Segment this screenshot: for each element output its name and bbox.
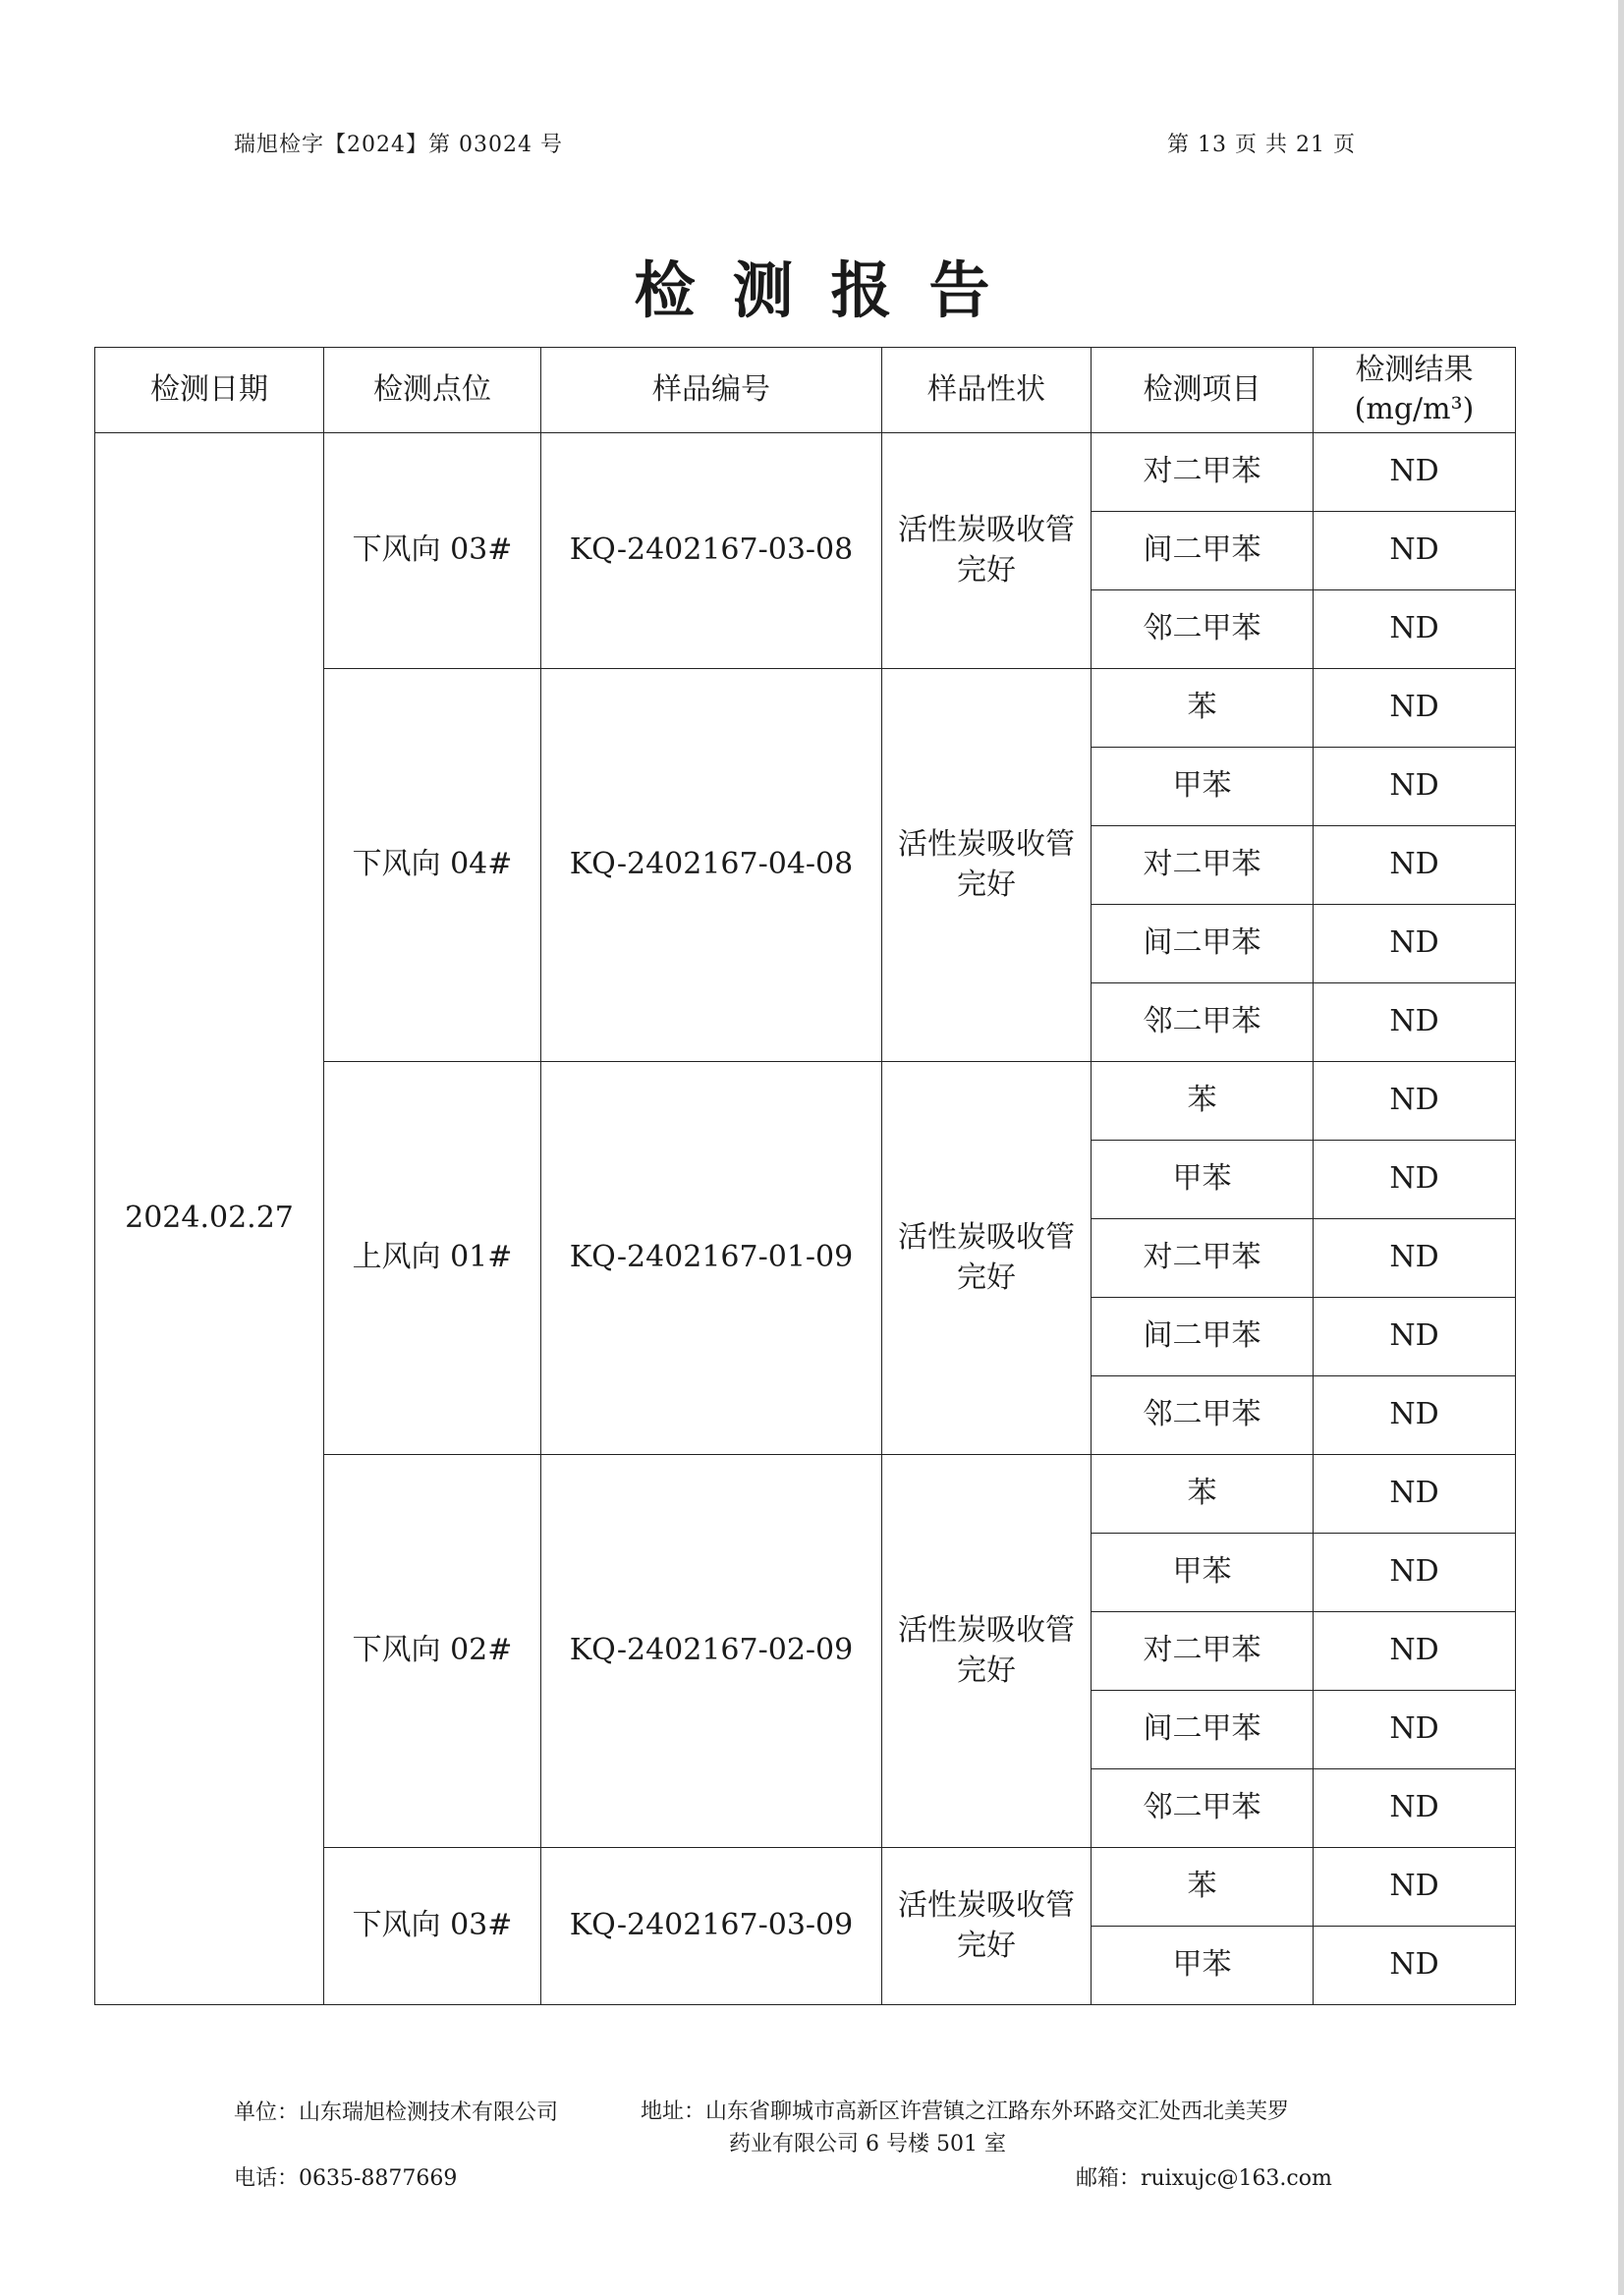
sample-state-cell: 活性炭吸收管完好 bbox=[882, 1455, 1092, 1848]
result-cell: ND bbox=[1314, 1062, 1516, 1141]
result-cell: ND bbox=[1314, 1612, 1516, 1691]
result-cell: ND bbox=[1314, 1141, 1516, 1219]
page-title: 检测报告 bbox=[634, 254, 1028, 326]
item-cell: 甲苯 bbox=[1092, 748, 1314, 826]
result-cell: ND bbox=[1314, 512, 1516, 590]
item-cell: 邻二甲苯 bbox=[1092, 590, 1314, 669]
sample-state-cell: 活性炭吸收管完好 bbox=[882, 1062, 1092, 1455]
col-header-result-label: 检测结果 bbox=[1355, 352, 1474, 387]
col-header-result bbox=[1314, 348, 1516, 433]
item-cell: 苯 bbox=[1092, 669, 1314, 748]
col-header-date: 检测日期 bbox=[95, 348, 324, 433]
result-cell: ND bbox=[1314, 905, 1516, 983]
item-cell: 苯 bbox=[1092, 1848, 1314, 1927]
result-cell: ND bbox=[1314, 1769, 1516, 1848]
footer-address bbox=[641, 2096, 1387, 2160]
results-table bbox=[94, 347, 1516, 2005]
footer-address-line2: 药业有限公司 6 号楼 501 室 bbox=[729, 2132, 1006, 2156]
item-cell: 甲苯 bbox=[1092, 1927, 1314, 2005]
item-cell: 邻二甲苯 bbox=[1092, 1376, 1314, 1455]
item-cell: 邻二甲苯 bbox=[1092, 983, 1314, 1062]
item-cell: 对二甲苯 bbox=[1092, 1612, 1314, 1691]
sample-no-cell: KQ-2402167-03-08 bbox=[541, 433, 882, 669]
point-cell: 下风向 02# bbox=[324, 1455, 541, 1848]
footer-address-line1: 地址：山东省聊城市高新区许营镇之江路东外环路交汇处西北美芙罗 bbox=[641, 2099, 1290, 2124]
sample-state-cell: 活性炭吸收管完好 bbox=[882, 433, 1092, 669]
sample-state-cell: 活性炭吸收管完好 bbox=[882, 1848, 1092, 2005]
scan-edge-strip bbox=[1618, 0, 1624, 2295]
result-cell: ND bbox=[1314, 1691, 1516, 1769]
item-cell: 苯 bbox=[1092, 1062, 1314, 1141]
footer-unit: 单位：山东瑞旭检测技术有限公司 bbox=[234, 2100, 559, 2125]
point-cell: 上风向 01# bbox=[324, 1062, 541, 1455]
table-row bbox=[95, 433, 1516, 512]
result-cell: ND bbox=[1314, 1219, 1516, 1298]
footer-phone: 电话：0635-8877669 bbox=[234, 2166, 458, 2191]
sample-state-cell: 活性炭吸收管完好 bbox=[882, 669, 1092, 1062]
col-header-sample-no: 样品编号 bbox=[541, 348, 882, 433]
item-cell: 对二甲苯 bbox=[1092, 826, 1314, 905]
sample-no-cell: KQ-2402167-04-08 bbox=[541, 669, 882, 1062]
result-cell: ND bbox=[1314, 1534, 1516, 1612]
item-cell: 甲苯 bbox=[1092, 1534, 1314, 1612]
item-cell: 对二甲苯 bbox=[1092, 1219, 1314, 1298]
result-cell: ND bbox=[1314, 1298, 1516, 1376]
table-header-row bbox=[95, 348, 1516, 433]
result-cell: ND bbox=[1314, 1376, 1516, 1455]
report-number: 瑞旭检字【2024】第 03024 号 bbox=[234, 133, 563, 157]
result-cell: ND bbox=[1314, 748, 1516, 826]
result-cell: ND bbox=[1314, 1848, 1516, 1927]
item-cell: 间二甲苯 bbox=[1092, 1691, 1314, 1769]
result-cell: ND bbox=[1314, 590, 1516, 669]
item-cell: 邻二甲苯 bbox=[1092, 1769, 1314, 1848]
item-cell: 间二甲苯 bbox=[1092, 1298, 1314, 1376]
page-info: 第 13 页 共 21 页 bbox=[1167, 133, 1356, 157]
sample-no-cell: KQ-2402167-02-09 bbox=[541, 1455, 882, 1848]
result-cell: ND bbox=[1314, 1927, 1516, 2005]
item-cell: 间二甲苯 bbox=[1092, 905, 1314, 983]
table-body bbox=[95, 433, 1516, 2005]
col-header-state: 样品性状 bbox=[882, 348, 1092, 433]
result-cell: ND bbox=[1314, 669, 1516, 748]
result-cell: ND bbox=[1314, 1455, 1516, 1534]
point-cell: 下风向 03# bbox=[324, 1848, 541, 2005]
item-cell: 对二甲苯 bbox=[1092, 433, 1314, 512]
item-cell: 甲苯 bbox=[1092, 1141, 1314, 1219]
point-cell: 下风向 04# bbox=[324, 669, 541, 1062]
item-cell: 间二甲苯 bbox=[1092, 512, 1314, 590]
result-cell: ND bbox=[1314, 826, 1516, 905]
result-cell: ND bbox=[1314, 433, 1516, 512]
col-header-item: 检测项目 bbox=[1092, 348, 1314, 433]
sample-no-cell: KQ-2402167-03-09 bbox=[541, 1848, 882, 2005]
item-cell: 苯 bbox=[1092, 1455, 1314, 1534]
sample-no-cell: KQ-2402167-01-09 bbox=[541, 1062, 882, 1455]
result-cell: ND bbox=[1314, 983, 1516, 1062]
point-cell: 下风向 03# bbox=[324, 433, 541, 669]
col-header-point: 检测点位 bbox=[324, 348, 541, 433]
date-cell: 2024.02.27 bbox=[95, 433, 324, 2005]
footer-email: 邮箱：ruixujc@163.com bbox=[1076, 2166, 1332, 2191]
col-header-result-unit: (mg/m³) bbox=[1354, 392, 1475, 426]
